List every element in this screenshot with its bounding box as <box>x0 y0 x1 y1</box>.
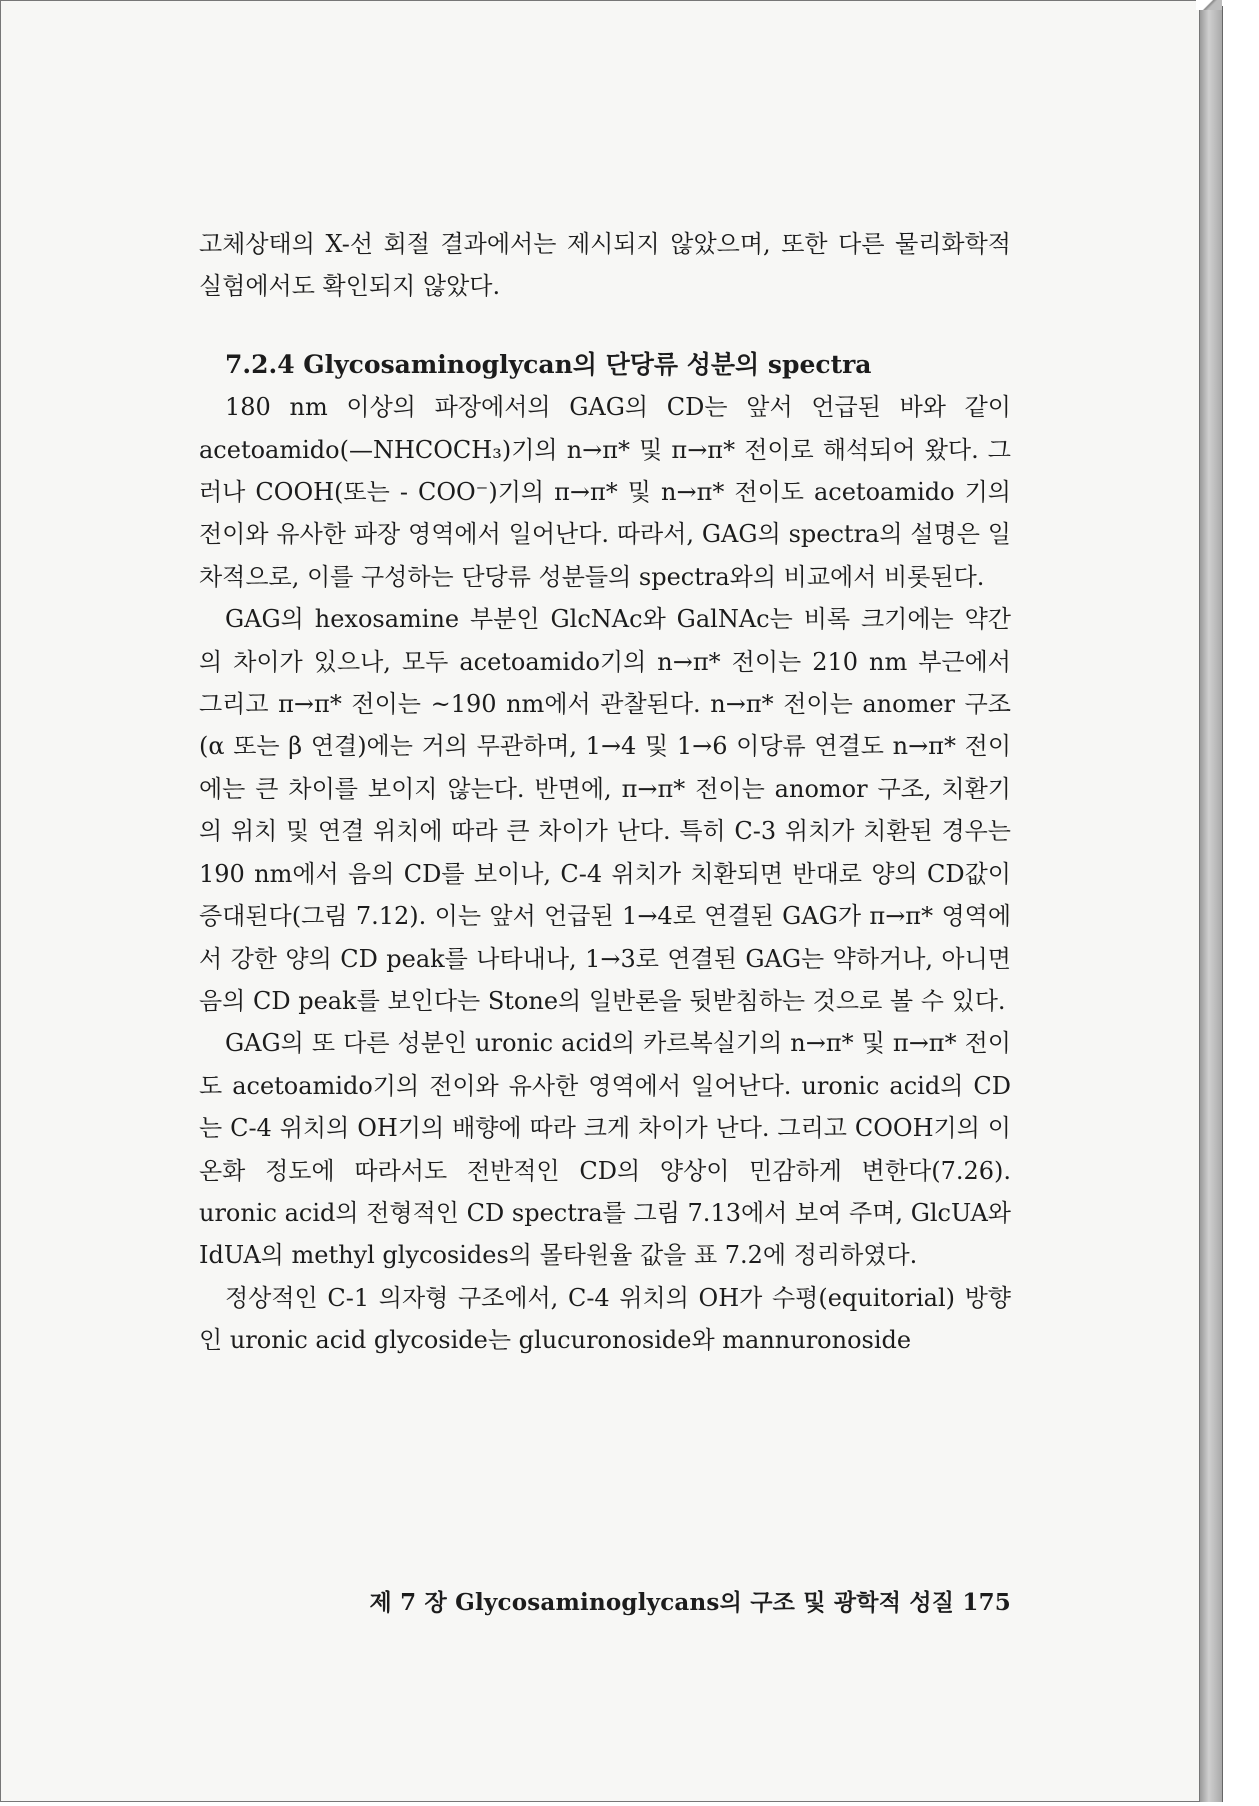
page-corner-fold <box>1196 0 1222 10</box>
section-heading: 7.2.4 Glycosaminoglycan의 단당류 성분의 spectra <box>225 349 872 379</box>
paragraph-4: 정상적인 C-1 의자형 구조에서, C-4 위치의 OH가 수평(equitorial) 방향인 uronic acid glycoside는 glucuronoside와 mannuronoside <box>199 1283 1011 1355</box>
page-edge-shadow <box>1200 6 1223 1802</box>
paragraph-2: GAG의 hexosamine 부분인 GlcNAc와 GalNAc는 비록 크기에는 약간의 차이가 있으나, 모두 acetoamido기의 n→π* 전이는 210 nm 부근에서 그리고 π→π* 전이는 ~190 nm에서 관찰된다. n→π* 전이는 anomer 구조(α 또는 β 연결)에는 거의 무관하며, 1→4 및 1→6 이당류 연결도 n→π* 전이에는 큰 차이를 보이지 않는다. 반면에, π→π* 전이는 anomor 구조, 치환기의 위치 및 연결 위치에 따라 큰 차이가 난다. 특히 C-3 위치가 치환된 경우는 190 nm에서 음의 CD를 보이나, C-4 위치가 치환되면 반대로 양의 CD값이 증대된다(그림 7.12). 이는 앞서 언급된 1→4로 연결된 GAG가 π→π* 영역에서 강한 양의 CD peak를 나타내나, 1→3로 연결된 GAG는 약하거나, 아니면 음의 CD peak를 보인다는 Stone의 일반론을 뒷받침하는 것으로 볼 수 있다. <box>199 605 1011 1015</box>
paragraph-3: GAG의 또 다른 성분인 uronic acid의 카르복실기의 n→π* 및 π→π* 전이도 acetoamido기의 전이와 유사한 영역에서 일어난다. uronic acid의 CD는 C-4 위치의 OH기의 배향에 따라 크게 차이가 난다. 그리고 COOH기의 이온화 정도에 따라서도 전반적인 CD의 양상이 민감하게 변한다(7.26). uronic acid의 전형적인 CD spectra를 그림 7.13에서 보여 주며, GlcUA와 IdUA의 methyl glycosides의 몰타원율 값을 표 7.2에 정리하였다. <box>199 1029 1011 1270</box>
paragraph-1: 180 nm 이상의 파장에서의 GAG의 CD는 앞서 언급된 바와 같이 acetoamido(—NHCOCH₃)기의 n→π* 및 π→π* 전이로 해석되어 왔다. 그러나 COOH(또는 - COO⁻)기의 π→π* 및 n→π* 전이도 acetoamido 기의 전이와 유사한 파장 영역에서 일어난다. 따라서, GAG의 spectra의 설명은 일차적으로, 이를 구성하는 단당류 성분들의 spectra와의 비교에서 비롯된다. <box>199 393 1011 591</box>
page-body <box>199 223 1011 1362</box>
intro-paragraph: 고체상태의 X-선 회절 결과에서는 제시되지 않았으며, 또한 다른 물리화학적 실험에서도 확인되지 않았다. <box>199 230 1011 301</box>
page-footer: 제 7 장 Glycosaminoglycans의 구조 및 광학적 성질 175 <box>369 1589 1011 1616</box>
